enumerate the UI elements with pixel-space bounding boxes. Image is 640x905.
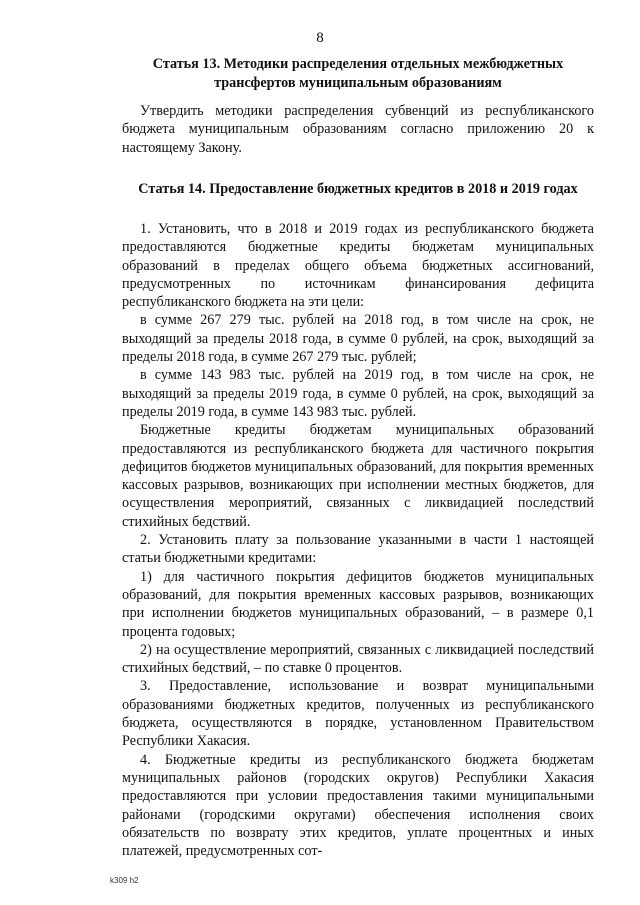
- page-number: 8: [316, 30, 324, 46]
- article-13-paragraph-1: Утвердить методики распределения субвенций из республиканского бюджета муниципальным образованиям согласно приложению 20 к настоящему Закону.: [122, 103, 594, 156]
- article-14-paragraph-2: в сумме 267 279 тыс. рублей на 2018 год, в том числе на срок, не выходящий за пределы 2018 года, в сумме 0 рублей, на срок, выходящий за пределы 2018 года, в сумме 267 279 тыс. рублей;: [122, 312, 594, 366]
- article-14-paragraph-3: в сумме 143 983 тыс. рублей на 2019 год, в том числе на срок, не выходящий за пределы 2019 года, в сумме 0 рублей, на срок, выходящий за пределы 2019 года, в сумме 143 983 тыс. рублей.: [122, 367, 594, 420]
- article-14-paragraph-4: Бюджетные кредиты бюджетам муниципальных образований предоставляются из республиканского бюджета для частичного покрытия дефицитов бюджетов муниципальных образований, для покрытия временных кассовых разрывов, возникающих при исполнении местных бюджетов, для осуществления мероприятий, связанных с ликвидацией последствий стихийных бедствий.: [122, 422, 594, 530]
- article-14-paragraph-1: 1. Установить, что в 2018 и 2019 годах из республиканского бюджета предоставляются бюджетные кредиты бюджетам муниципальных образований в пределах общего объема бюджетных ассигнований, предусмотренных по источникам финансирования дефицита республиканского бюджета на эти цели:: [122, 221, 594, 311]
- article-14-paragraph-9: 4. Бюджетные кредиты из республиканского бюджета бюджетам муниципальных районов (городских округов) Республики Хакасия предоставляются при условии предоставления такими муниципальными районами (городскими округами) обеспечения исполнения своих обязательств по возврату этих кредитов, уплате процентных и иных платежей, предусмотренных сот-: [122, 751, 594, 860]
- article-13-body: [122, 102, 594, 157]
- article-14-paragraph-5: 2. Установить плату за пользование указанными в части 1 настоящей статьи бюджетными кредитами:: [122, 532, 594, 567]
- article-14-body: [122, 220, 594, 860]
- article-14-title: Статья 14. Предоставление бюджетных кредитов в 2018 и 2019 годах: [138, 181, 578, 197]
- article-14-paragraph-6: 1) для частичного покрытия дефицитов бюджетов муниципальных образований, для покрытия временных кассовых разрывов, возникающих при исполнении бюджетов муниципальных образований, – в размере 0,1 процента годовых;: [122, 568, 594, 640]
- article-14-paragraph-8: 3. Предоставление, использование и возврат муниципальными образованиями бюджетных кредитов, полученных из республиканского бюджета, осуществляются в порядке, установленном Правительством Республики Хакасия.: [122, 678, 594, 750]
- article-13-title: Статья 13. Методики распределения отдельных межбюджетных трансфертов муниципальным образованиям: [152, 56, 564, 91]
- footer-code: k309 h2: [110, 876, 139, 885]
- article-14-paragraph-7: 2) на осуществление мероприятий, связанных с ликвидацией последствий стихийных бедствий, – по ставке 0 процентов.: [122, 641, 594, 677]
